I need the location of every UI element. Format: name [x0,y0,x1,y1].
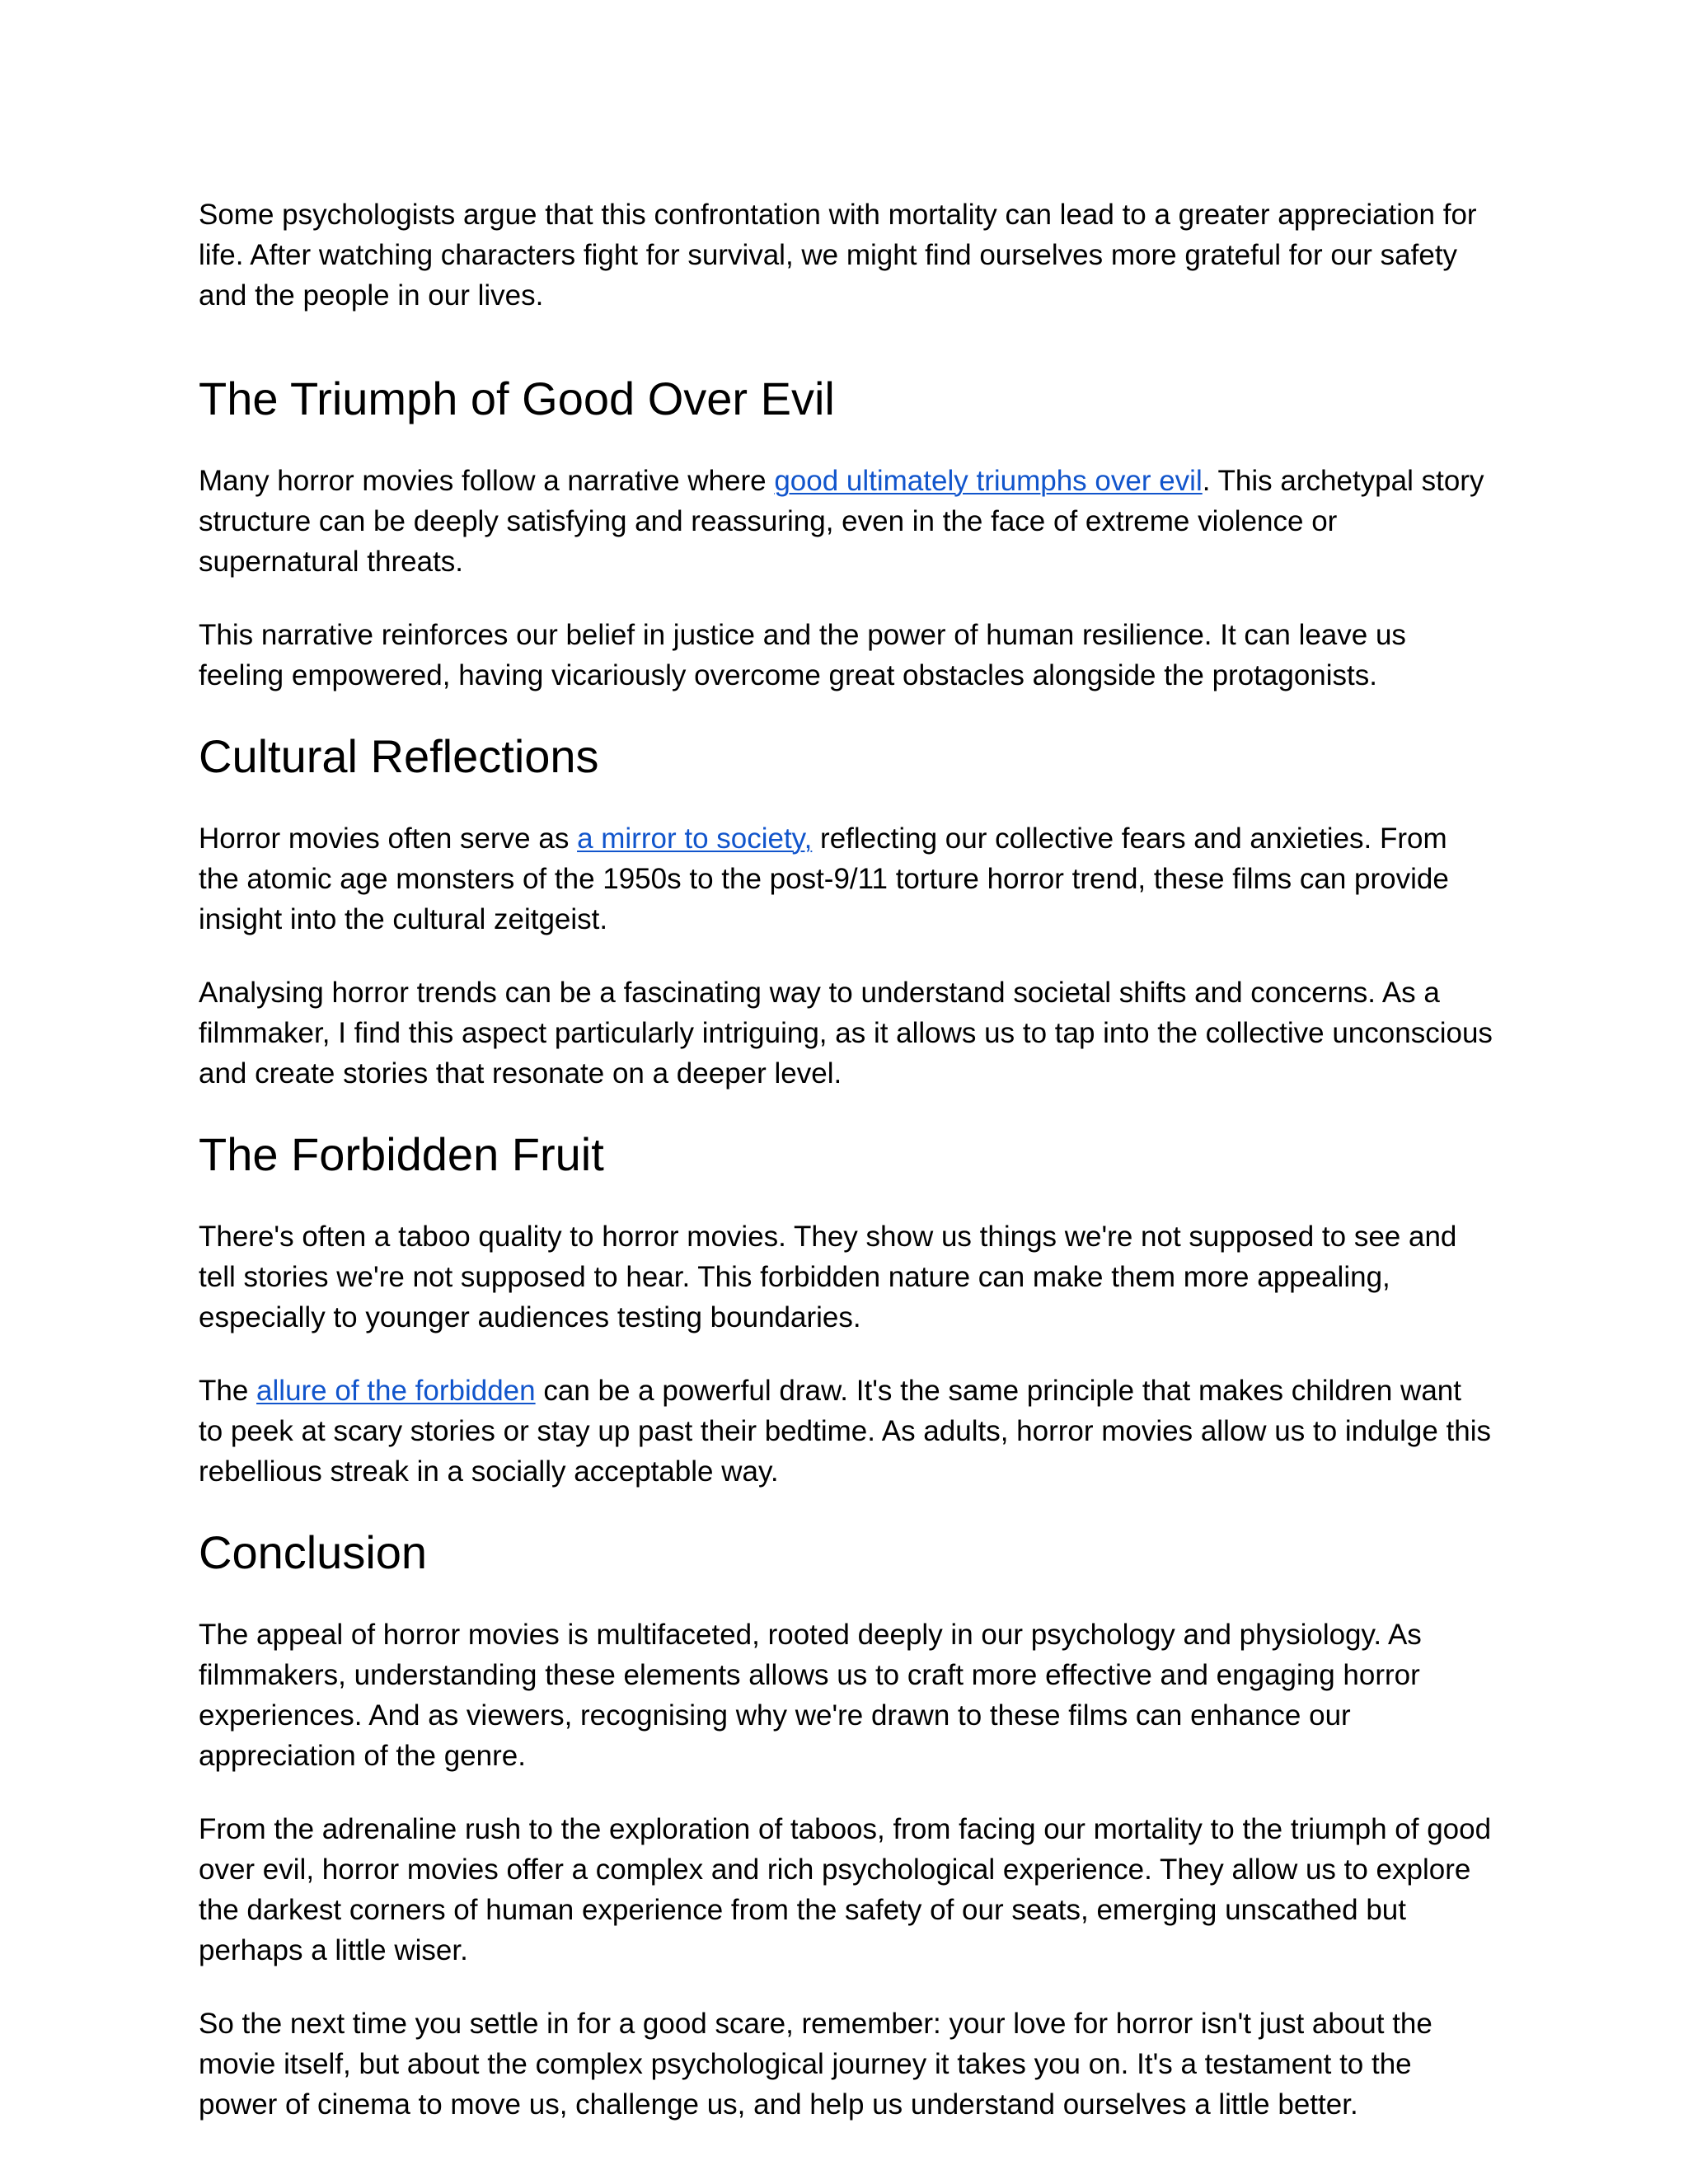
conclusion-paragraph-3: So the next time you settle in for a good scare, remember: your love for horror isn't just about the movie itself, but about the complex psychological journey it takes you on. It's a testament to the power of cinema to move us, challenge us, and help us understand ourselves a little better. [199,2008,1432,2121]
cultural-paragraph-2: Analysing horror trends can be a fascinating way to understand societal shifts and concerns. As a filmmaker, I find this aspect particularly intriguing, as it allows us to tap into the collective unconscious and create stories that resonate on a deeper level. [199,977,1493,1090]
cultural-paragraph-1-text-after: reflecting our collective fears and anxieties. From the atomic age monsters of the 1950s to the post-9/11 torture horror trend, these films can provide insight into the cultural zeitgeist. [199,823,1449,935]
triumph-paragraph-1 [199,461,1493,582]
forbidden-paragraph-1: There's often a taboo quality to horror movies. They show us things we're not supposed to see and tell stories we're not supposed to hear. This forbidden nature can make them more appealing, especially to younger audiences testing boundaries. [199,1221,1457,1333]
forbidden-paragraph-2-text-after: can be a powerful draw. It's the same principle that makes children want to peek at scary stories or stay up past their bedtime. As adults, horror movies allow us to indulge this rebellious streak in a socially acceptable way. [199,1375,1491,1488]
triumph-paragraph-1-text-after: . This archetypal story structure can be deeply satisfying and reassuring, even in the face of extreme violence or supernatural threats. [199,465,1484,578]
heading-cultural-reflections: Cultural Reflections [199,730,599,782]
conclusion-paragraph-1: The appeal of horror movies is multifaceted, rooted deeply in our psychology and physiology. As filmmakers, understanding these elements allows us to craft more effective and engaging horror experiences. And as viewers, recognising why we're drawn to these films can enhance our appreciation of the genre. [199,1619,1422,1772]
triumph-paragraph-1-text-before: Many horror movies follow a narrative where [199,465,775,497]
cultural-paragraph-1-text-before: Horror movies often serve as [199,823,578,855]
intro-paragraph: Some psychologists argue that this confrontation with mortality can lead to a greater appreciation for life. After watching characters fight for survival, we might find ourselves more grateful for our safety and the people in our lives. [199,199,1477,312]
heading-forbidden-fruit: The Forbidden Fruit [199,1128,604,1180]
heading-triumph: The Triumph of Good Over Evil [199,373,835,424]
document-page [199,194,1493,2158]
heading-conclusion: Conclusion [199,1526,428,1578]
triumph-paragraph-2: This narrative reinforces our belief in justice and the power of human resilience. It can leave us feeling empowered, having vicariously overcome great obstacles alongside the protagonists. [199,619,1406,691]
link-allure-of-the-forbidden[interactable]: allure of the forbidden [256,1375,536,1407]
conclusion-paragraph-2: From the adrenaline rush to the exploration of taboos, from facing our mortality to the triumph of good over evil, horror movies offer a complex and rich psychological experience. They allow us to explore the darkest corners of human experience from the safety of our seats, emerging unscathed but perhaps a little wiser. [199,1813,1492,1966]
forbidden-paragraph-2-text-before: The [199,1375,257,1407]
forbidden-paragraph-2 [199,1371,1493,1492]
cultural-paragraph-1 [199,818,1493,940]
link-mirror-to-society[interactable]: a mirror to society, [577,823,813,855]
link-good-triumphs-over-evil[interactable]: good ultimately triumphs over evil [774,465,1203,497]
